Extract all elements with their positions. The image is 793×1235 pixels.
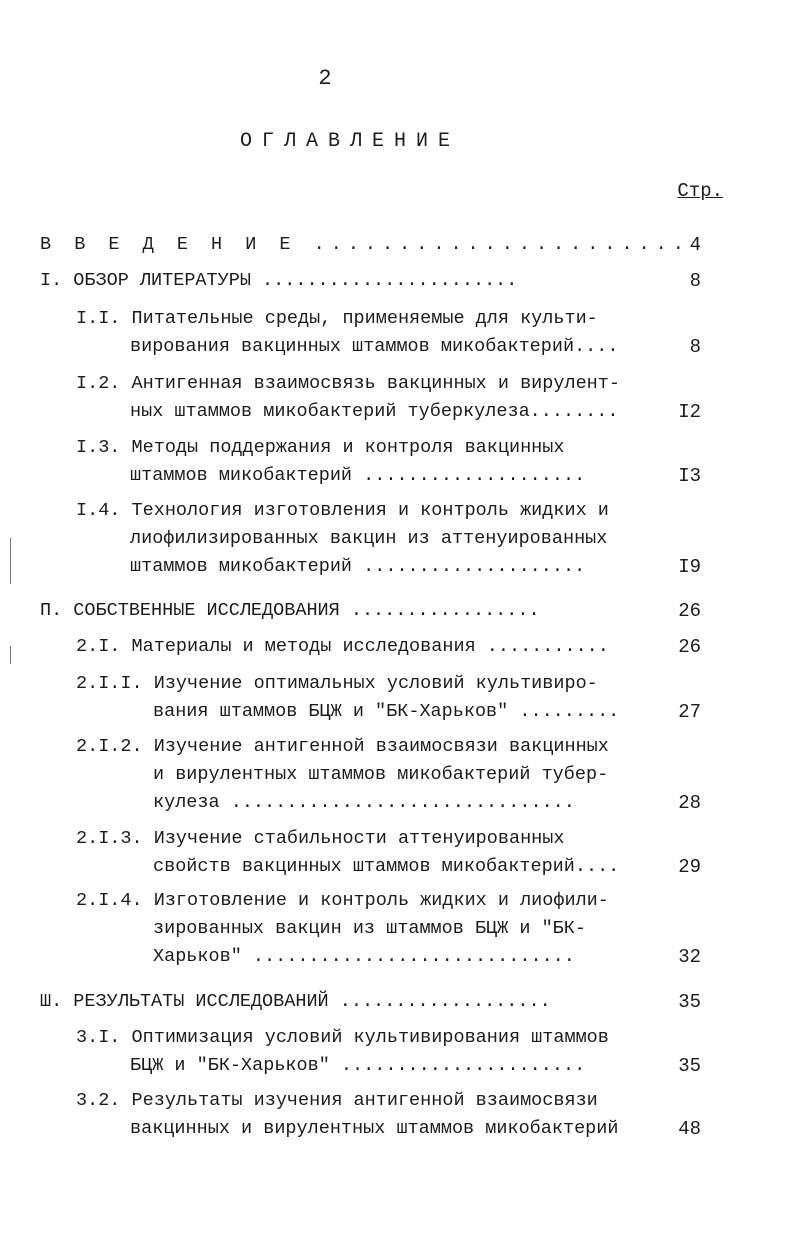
toc-line: и вирулентных штаммов микобактерий тубер- <box>153 764 609 785</box>
toc-line: штаммов микобактерий .................... <box>130 556 586 577</box>
toc-line: вирования вакцинных штаммов микобактерий.... <box>130 336 619 357</box>
toc-page: 28 <box>678 792 701 814</box>
toc-line: штаммов микобактерий .................... <box>130 465 586 486</box>
toc-page: 26 <box>678 636 701 658</box>
toc-line: 2.I.4. Изготовление и контроль жидких и лиофили- <box>76 890 609 911</box>
toc-page: I2 <box>678 401 701 423</box>
toc-page: 48 <box>678 1118 701 1140</box>
toc-line: 2.I.3. Изучение стабильности аттенуированных <box>76 828 565 849</box>
toc-page: I3 <box>678 465 701 487</box>
toc-line: кулеза ............................... <box>153 792 575 813</box>
toc-line: В В Е Д Е Н И Е ...................... <box>40 234 690 255</box>
toc-page: 29 <box>678 856 701 878</box>
scan-mark <box>10 646 11 664</box>
toc-page: 35 <box>678 1055 701 1077</box>
toc-line: 2.I. Материалы и методы исследования ........... <box>76 636 609 657</box>
page-title: ОГЛАВЛЕНИЕ <box>239 130 461 153</box>
toc-line: зированных вакцин из штаммов БЦЖ и "БК- <box>153 918 586 939</box>
toc-line: 3.2. Результаты изучения антигенной взаимосвязи <box>76 1090 598 1111</box>
toc-line: Харьков" ............................. <box>153 946 575 967</box>
toc-line: БЦЖ и "БК-Харьков" ...................... <box>130 1055 586 1076</box>
toc-line: I.I. Питательные среды, применяемые для культи- <box>76 308 598 329</box>
toc-line: свойств вакцинных штаммов микобактерий.... <box>153 856 620 877</box>
toc-line: П. СОБСТВЕННЫЕ ИССЛЕДОВАНИЯ ................. <box>40 600 540 621</box>
toc-page: 35 <box>678 991 701 1013</box>
toc-line: 3.I. Оптимизация условий культивирования штаммов <box>76 1027 609 1048</box>
toc-line: вания штаммов БЦЖ и "БК-Харьков" ......... <box>153 701 620 722</box>
toc-page: 8 <box>689 270 701 292</box>
toc-page: 27 <box>678 701 701 723</box>
page-number: 2 <box>318 66 332 91</box>
toc-page: 4 <box>689 234 701 256</box>
toc-line: вакцинных и вирулентных штаммов микобактерий <box>130 1118 619 1139</box>
toc-line: лиофилизированных вакцин из аттенуированных <box>130 528 608 549</box>
scan-mark <box>10 538 11 584</box>
toc-line: I.2. Антигенная взаимосвязь вакцинных и вирулент- <box>76 373 620 394</box>
toc-line: 2.I.I. Изучение оптимальных условий культивиро- <box>76 673 598 694</box>
toc-line: I.3. Методы поддержания и контроля вакцинных <box>76 437 565 458</box>
toc-line: 2.I.2. Изучение антигенной взаимосвязи вакцинных <box>76 736 609 757</box>
page-column-label: Стр. <box>677 180 723 202</box>
toc-page: I9 <box>678 556 701 578</box>
toc-line: I.4. Технология изготовления и контроль жидких и <box>76 500 609 521</box>
toc-line: I. ОБЗОР ЛИТЕРАТУРЫ ....................... <box>40 270 518 291</box>
toc-line: ных штаммов микобактерий туберкулеза........ <box>130 401 619 422</box>
toc-page: 26 <box>678 600 701 622</box>
toc-page: 8 <box>689 336 701 358</box>
toc-page: 32 <box>678 946 701 968</box>
toc-line: Ш. РЕЗУЛЬТАТЫ ИССЛЕДОВАНИЙ ................... <box>40 991 551 1012</box>
